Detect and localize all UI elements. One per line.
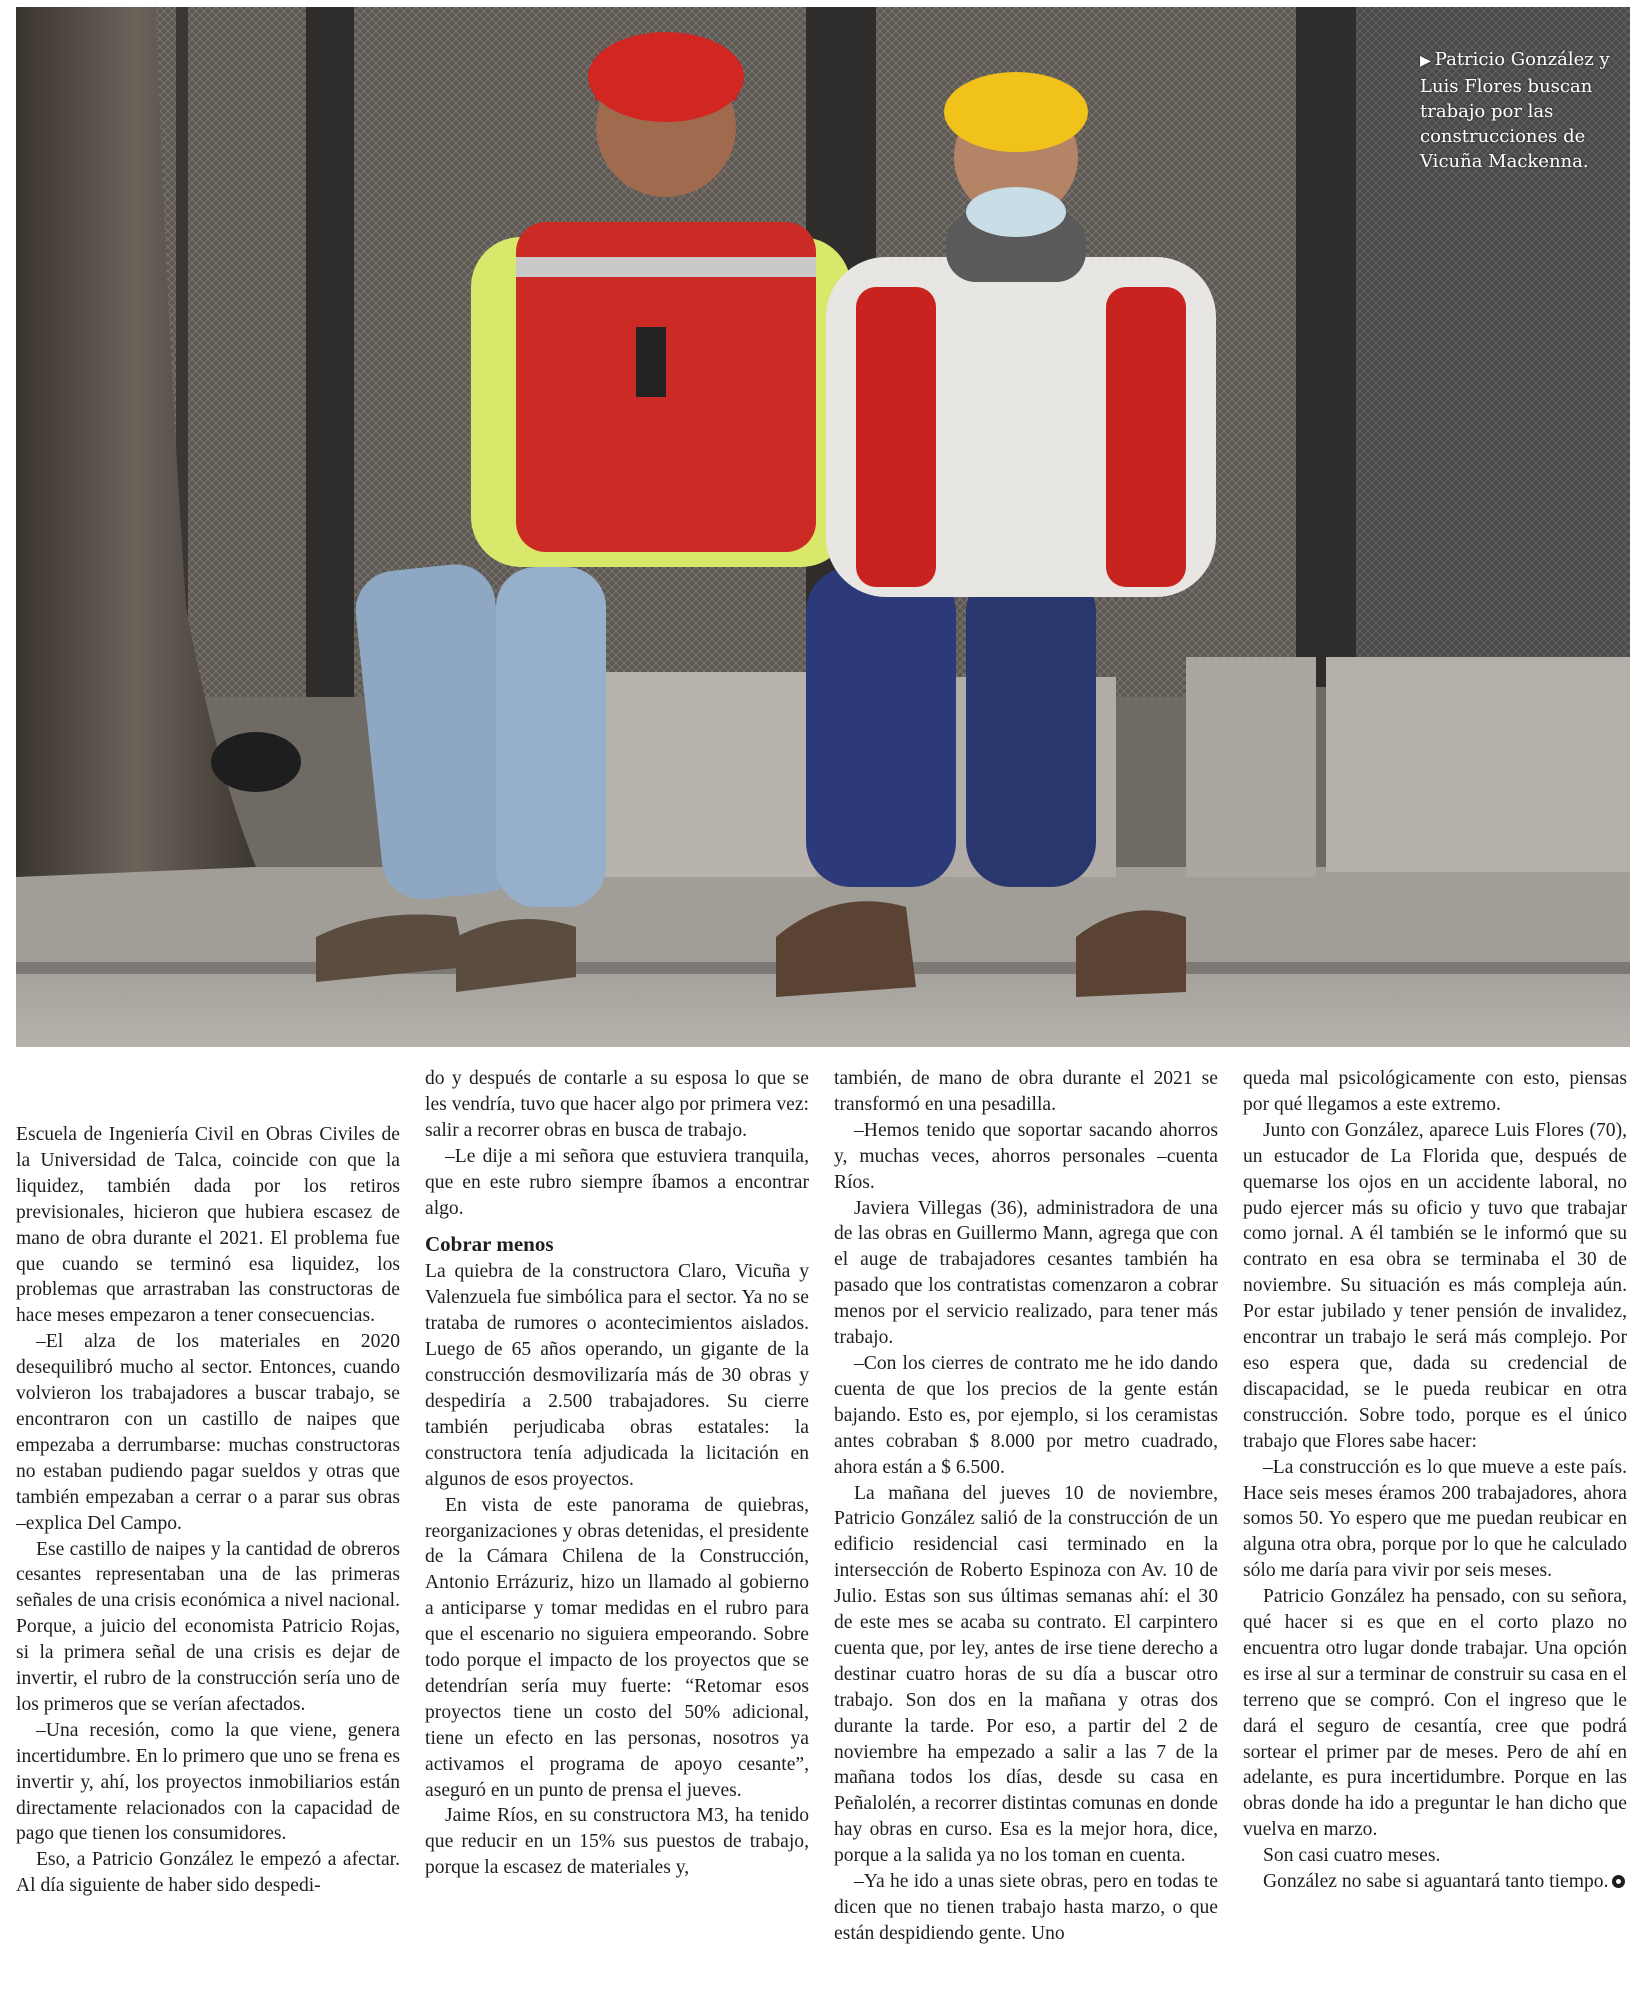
- paragraph: Junto con González, aparece Luis Flores (70), un estucador de La Florida que, después de quemarse los ojos en un accidente laboral, no pudo ejercer más su oficio y tuvo que trabajar como jornal. A él también se le informó que su contrato en esa obra se terminaba el 30 de noviembre. Su situación es más compleja aún. Por estar jubilado y tener pensión de invalidez, encontrar un trabajo le será más complejo. Por eso espera que, dada su credencial de discapacidad, se le pueda reubicar en otra construcción. Sobre todo, porque es el único trabajo que Flores sabe hacer:: [1243, 1119, 1627, 1452]
- column-3: [834, 1066, 1218, 1947]
- paragraph: Eso, a Patricio González le empezó a afectar. Al día siguiente de haber sido despedi-: [16, 1849, 400, 1897]
- paragraph: –Le dije a mi señora que estuviera tranquila, que en este rubro siempre íbamos a encontrar algo.: [425, 1145, 809, 1219]
- paragraph: –Ya he ido a unas siete obras, pero en todas te dicen que no tienen trabajo hasta marzo, o que están despidiendo gente. Uno: [834, 1871, 1218, 1944]
- paragraph: En vista de este panorama de quiebras, reorganizaciones y obras detenidas, el presidente de la Cámara Chilena de la Construcción, Antonio Errázuriz, hizo un llamado al gobierno a anticiparse y tomar medidas en el rubro para que el escenario no siguiera empeorando. Sobre todo porque el impacto de los proyectos que se detendrían sería muy fuerte: “Retomar esos proyectos tiene un costo del 50% adicional, tiene un efecto en las personas, nosotros ya activamos el programa de apoyo cesante”, aseguró en un punto de prensa el jueves.: [425, 1494, 809, 1801]
- end-of-article-icon: [1612, 1875, 1625, 1888]
- column-1: [16, 1122, 400, 1899]
- paragraph: Jaime Ríos, en su constructora M3, ha tenido que reducir en un 15% sus puestos de trabajo, porque la escasez de materiales y,: [425, 1805, 809, 1879]
- paragraph: –El alza de los materiales en 2020 desequilibró mucho al sector. Entonces, cuando volvieron los trabajadores a buscar trabajo, se encontraron con un castillo de naipes que empezaba a derrumbarse: muchas constructoras no estaban pudiendo pagar sueldos y otras que también empezaban a cerrar o a parar sus obras –explica Del Campo.: [16, 1331, 400, 1534]
- paragraph: Son casi cuatro meses.: [1263, 1845, 1441, 1867]
- caption-text: Patricio González y Luis Flores buscan trabajo por las construcciones de Vicuña Mackenna.: [1420, 49, 1610, 172]
- column-4: [1243, 1066, 1627, 1895]
- paragraph: Javiera Villegas (36), administradora de una de las obras en Guillermo Mann, agrega que con el auge de trabajadores cesantes también ha pasado que los contratistas comenzaron a cobrar menos por el servicio realizado, para tener más trabajo.: [834, 1197, 1218, 1349]
- paragraph: –Con los cierres de contrato me he ido dando cuenta de que los precios de la gente están bajando. Esto es, por ejemplo, si los ceramistas antes cobraban $ 8.000 por metro cuadrado, ahora están a $ 6.500.: [834, 1352, 1218, 1478]
- paragraph: La quiebra de la constructora Claro, Vicuña y Valenzuela fue simbólica para el sector. Ya no se trataba de rumores o acontecimientos aislados. Luego de 65 años operando, un gigante de la construcción desmovilizaría más de 30 obras y despediría a 2.500 trabajadores. Su cierre también perjudicaba obras estatales: la constructora tenía adjudicada la licitación en algunos de esos proyectos.: [425, 1261, 809, 1490]
- paragraph: –Una recesión, como la que viene, genera incertidumbre. En lo primero que uno se frena es invertir y, ahí, los proyectos inmobiliarios están directamente relacionados con la capacidad de pago que tienen los consumidores.: [16, 1719, 400, 1845]
- subheading: Cobrar menos: [425, 1232, 554, 1257]
- column-2: [425, 1066, 809, 1881]
- closing-text: González no sabe si aguantará tanto tiempo.: [1263, 1871, 1609, 1893]
- paragraph: do y después de contarle a su esposa lo que se les vendría, tuvo que hacer algo por primera vez: salir a recorrer obras en busca de trabajo.: [425, 1068, 809, 1141]
- paragraph: Patricio González ha pensado, con su señora, qué hacer si es que en el corto plazo no encuentra otro lugar donde trabajar. Una opción es irse al sur a terminar de construir su casa en el terreno que se compró. Con el ingreso que le dará el seguro de cesantía, cree que podrá sortear el primer par de meses. Pero de ahí en adelante, es pura incertidumbre. Porque en las obras donde ha ido a preguntar le han dicho que vuelva en marzo.: [1243, 1586, 1627, 1841]
- paragraph: –Hemos tenido que soportar sacando ahorros y, muchas veces, ahorros personales –cuenta Ríos.: [834, 1119, 1218, 1193]
- article-photo: [16, 7, 1630, 1047]
- paragraph: también, de mano de obra durante el 2021 se transformó en una pesadilla.: [834, 1068, 1218, 1115]
- paragraph: [1243, 1869, 1627, 1895]
- paragraph: La mañana del jueves 10 de noviembre, Patricio González salió de la construcción de un edificio residencial casi terminado en la intersección de Roberto Espinoza con Av. 10 de Julio. Estas son sus últimas semanas ahí: el 30 de este mes se acaba su contrato. El carpintero cuenta que, por ley, antes de irse tiene derecho a destinar cuatro horas de su día a buscar otro trabajo. Son dos en la mañana y otras dos durante la tarde. Por eso, a partir del 2 de noviembre ha empezado a salir a las 7 de la mañana todos los días, desde su casa en Peñalolén, a recorrer distintas comunas en donde hay obras en curso. Esa es la mejor hora, dice, porque a la salida ya no los toman en cuenta.: [834, 1482, 1218, 1867]
- paragraph: Ese castillo de naipes y la cantidad de obreros cesantes representaban una de las primeras señales de una crisis económica a nivel nacional. Porque, a juicio del economista Patricio Rojas, si la primera señal de una crisis es dejar de invertir, el rubro de la construcción sería uno de los primeros que se verían afectados.: [16, 1538, 400, 1715]
- article-body: [16, 1066, 1630, 1996]
- photo-caption: [1420, 47, 1630, 174]
- photo-illustration: [16, 7, 1630, 1047]
- paragraph: queda mal psicológicamente con esto, piensas por qué llegamos a este extremo.: [1243, 1068, 1627, 1115]
- caption-marker-icon: ▶: [1420, 53, 1431, 69]
- paragraph: –La construcción es lo que mueve a este país. Hace seis meses éramos 200 trabajadores, ahora somos 50. Yo espero que me puedan reubicar en alguna otra obra, porque por lo que he calculado sólo me daría para vivir por seis meses.: [1243, 1456, 1627, 1582]
- paragraph: Escuela de Ingeniería Civil en Obras Civiles de la Universidad de Talca, coincide con que la liquidez, también dada por los retiros previsionales, hicieron que hubiera escasez de mano de obra durante el 2021. El problema fue que cuando se terminó esa liquidez, los problemas que arrastraban las constructoras de hace meses empezaron a tener consecuencias.: [16, 1124, 400, 1327]
